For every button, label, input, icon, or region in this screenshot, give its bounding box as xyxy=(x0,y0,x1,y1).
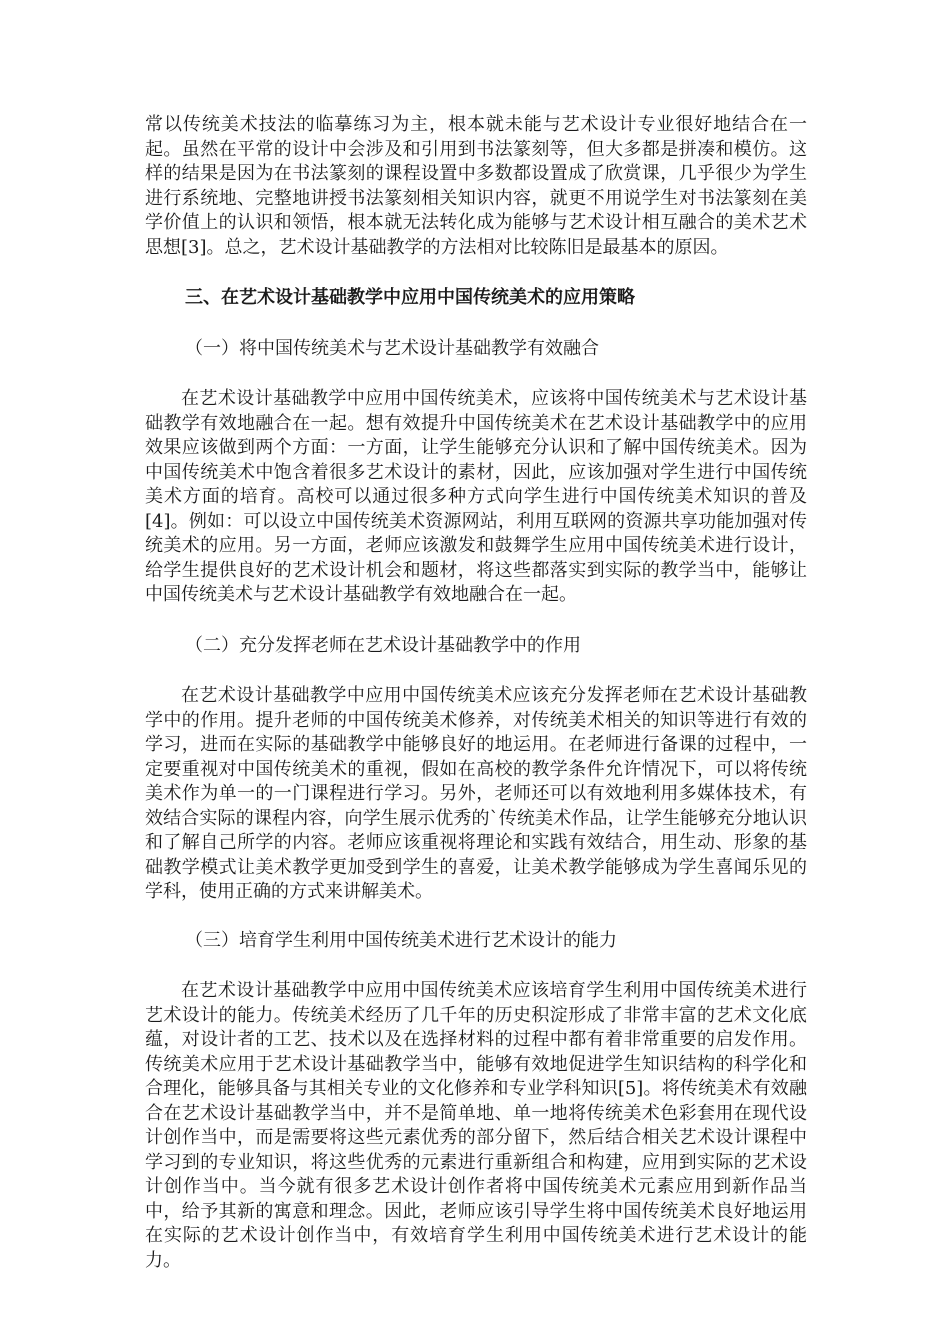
paragraph-student-ability: 在艺术设计基础教学中应用中国传统美术应该培育学生利用中国传统美术进行艺术设计的能力。传统美术经历了几千年的历史积淀形成了非常丰富的艺术文化底蕴，对设计者的工艺、技术以及在选择材料的过程中都有着非常重要的启发作用。传统美术应用于艺术设计基础教学当中，能够有效地促进学生知识结构的科学化和合理化，能够具备与其相关专业的文化修养和专业学科知识[5]。将传统美术有效融合在艺术设计基础教学当中，并不是简单地、单一地将传统美术色彩套用在现代设计创作当中，而是需要将这些元素优秀的部分留下，然后结合相关艺术设计课程中学习到的专业知识，将这些优秀的元素进行重新组合和构建，应用到实际的艺术设计创作当中。当今就有很多艺术设计创作者将中国传统美术元素应用到新作品当中，给予其新的寓意和理念。因此，老师应该引导学生将中国传统美术良好地运用在实际的艺术设计创作当中，有效培育学生利用中国传统美术进行艺术设计的能力。 xyxy=(145,980,807,1271)
paragraph-integration: 在艺术设计基础教学中应用中国传统美术，应该将中国传统美术与艺术设计基础教学有效地融合在一起。想有效提升中国传统美术在艺术设计基础教学中的应用效果应该做到两个方面：一方面，让学生能够充分认识和了解中国传统美术。因为中国传统美术中饱含着很多艺术设计的素材，因此，应该加强对学生进行中国传统美术方面的培育。高校可以通过很多种方式向学生进行中国传统美术知识的普及[4]。例如：可以设立中国传统美术资源网站，利用互联网的资源共享功能加强对传统美术的应用。另一方面，老师应该激发和鼓舞学生应用中国传统美术进行设计，给学生提供良好的艺术设计机会和题材，将这些都落实到实际的教学当中，能够让中国传统美术与艺术设计基础教学有效地融合在一起。 xyxy=(145,388,807,605)
paragraph-continued: 常以传统美术技法的临摹练习为主，根本就未能与艺术设计专业很好地结合在一起。虽然在平常的设计中会涉及和引用到书法篆刻等，但大多都是拼凑和模仿。这样的结果是因为在书法篆刻的课程设置中多数都设置成了欣赏课，几乎很少为学生进行系统地、完整地讲授书法篆刻相关知识内容，就更不用说学生对书法篆刻在美学价值上的认识和领悟，根本就无法转化成为能够与艺术设计相互融合的美术艺术思想[3]。总之，艺术设计基础教学的方法相对比较陈旧是最基本的原因。 xyxy=(145,114,807,258)
document-page xyxy=(145,113,807,1273)
subsection-heading-1: （一）将中国传统美术与艺术设计基础教学有效融合 xyxy=(185,337,599,359)
section-heading-3: 三、在艺术设计基础教学中应用中国传统美术的应用策略 xyxy=(185,287,635,308)
subsection-heading-2: （二）充分发挥老师在艺术设计基础教学中的作用 xyxy=(185,634,581,656)
subsection-heading-3: （三）培育学生利用中国传统美术进行艺术设计的能力 xyxy=(185,929,617,951)
paragraph-teacher-role: 在艺术设计基础教学中应用中国传统美术应该充分发挥老师在艺术设计基础教学中的作用。提升老师的中国传统美术修养，对传统美术相关的知识等进行有效的学习，进而在实际的基础教学中能够良好的地运用。在老师进行备课的过程中，一定要重视对中国传统美术的重视，假如在高校的教学条件允许情况下，可以将传统美术作为单一的一门课程进行学习。另外，老师还可以有效地利用多媒体技术，有效结合实际的课程内容，向学生展示优秀的`传统美术作品，让学生能够充分地认识和了解自己所学的内容。老师应该重视将理论和实践有效结合，用生动、形象的基础教学模式让美术教学更加受到学生的喜爱，让美术教学能够成为学生喜闻乐见的学科，使用正确的方式来讲解美术。 xyxy=(145,685,807,902)
